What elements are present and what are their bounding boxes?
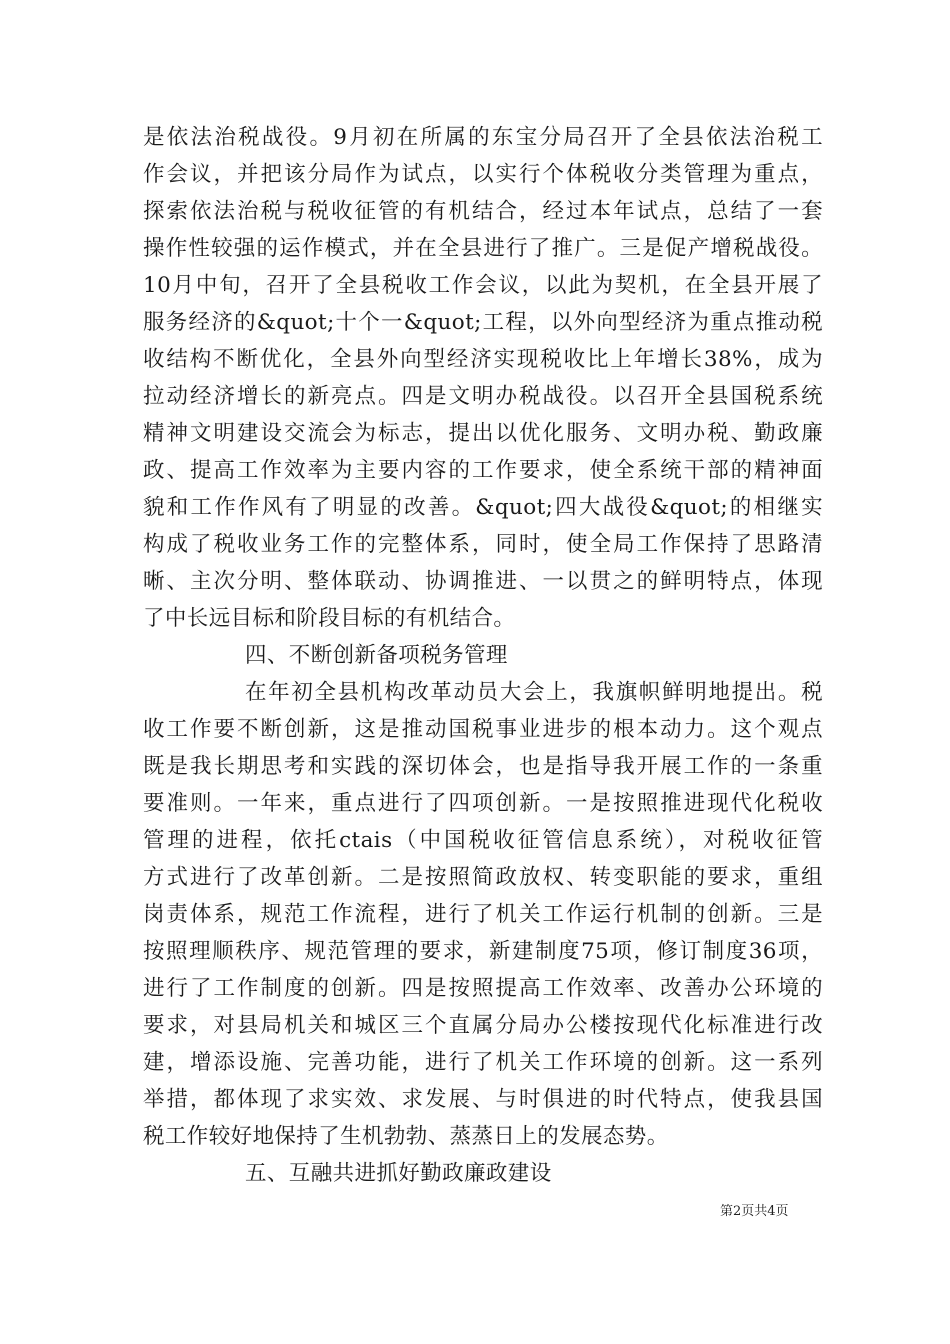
text-line: 拉动经济增长的新亮点。四是文明办税战役。以召开全县国税系统 xyxy=(143,384,823,409)
text-line: 貌和工作作风有了明显的改善。&quot;四大战役&quot;的相继实 xyxy=(143,495,823,520)
text-line: 要准则。一年来，重点进行了四项创新。一是按照推进现代化税收 xyxy=(143,791,823,816)
text-line: 举措，都体现了求实效、求发展、与时俱进的时代特点，使我县国 xyxy=(143,1087,823,1112)
page-number: 第2页共4页 xyxy=(720,1204,789,1219)
text-line: 按照理顺秩序、规范管理的要求，新建制度75项，修订制度36项， xyxy=(143,939,823,964)
text-line: 收结构不断优化，全县外向型经济实现税收比上年增长38%，成为 xyxy=(143,347,823,372)
text-line: 服务经济的&quot;十个一&quot;工程，以外向型经济为重点推动税 xyxy=(143,310,823,335)
text-line: 建，增添设施、完善功能，进行了机关工作环境的创新。这一系列 xyxy=(143,1050,823,1075)
text-line: 进行了工作制度的创新。四是按照提高工作效率、改善办公环境的 xyxy=(143,976,823,1001)
text-line: 方式进行了改革创新。二是按照简政放权、转变职能的要求，重组 xyxy=(143,865,823,890)
text-line: 是依法治税战役。9月初在所属的东宝分局召开了全县依法治税工 xyxy=(143,125,823,150)
text-line: 岗责体系，规范工作流程，进行了机关工作运行机制的创新。三是 xyxy=(143,902,823,927)
section-heading: 五、互融共进抓好勤政廉政建设 xyxy=(245,1161,552,1186)
text-line: 税工作较好地保持了生机勃勃、蒸蒸日上的发展态势。 xyxy=(143,1124,669,1149)
text-line: 10月中旬，召开了全县税收工作会议，以此为契机，在全县开展了 xyxy=(143,273,823,298)
text-line: 要求，对县局机关和城区三个直属分局办公楼按现代化标准进行改 xyxy=(143,1013,823,1038)
text-line: 精神文明建设交流会为标志，提出以优化服务、文明办税、勤政廉 xyxy=(143,421,823,446)
text-line: 政、提高工作效率为主要内容的工作要求，使全系统干部的精神面 xyxy=(143,458,823,483)
text-line: 了中长远目标和阶段目标的有机结合。 xyxy=(143,606,516,631)
text-line: 晰、主次分明、整体联动、协调推进、一以贯之的鲜明特点，体现 xyxy=(143,569,823,594)
text-line: 既是我长期思考和实践的深切体会，也是指导我开展工作的一条重 xyxy=(143,754,823,779)
text-line: 管理的进程，依托ctais（中国税收征管信息系统），对税收征管 xyxy=(143,828,823,853)
text-line: 探索依法治税与税收征管的有机结合，经过本年试点，总结了一套 xyxy=(143,199,823,224)
text-line: 收工作要不断创新，这是推动国税事业进步的根本动力。这个观点 xyxy=(143,717,823,742)
section-heading: 四、不断创新备项税务管理 xyxy=(245,643,508,668)
text-line: 构成了税收业务工作的完整体系，同时，使全局工作保持了思路清 xyxy=(143,532,823,557)
text-line: 操作性较强的运作模式，并在全县进行了推广。三是促产增税战役。 xyxy=(143,236,823,261)
text-line: 作会议，并把该分局作为试点，以实行个体税收分类管理为重点， xyxy=(143,162,823,187)
paragraph-first-line: 在年初全县机构改革动员大会上，我旗帜鲜明地提出。税 xyxy=(245,680,823,705)
